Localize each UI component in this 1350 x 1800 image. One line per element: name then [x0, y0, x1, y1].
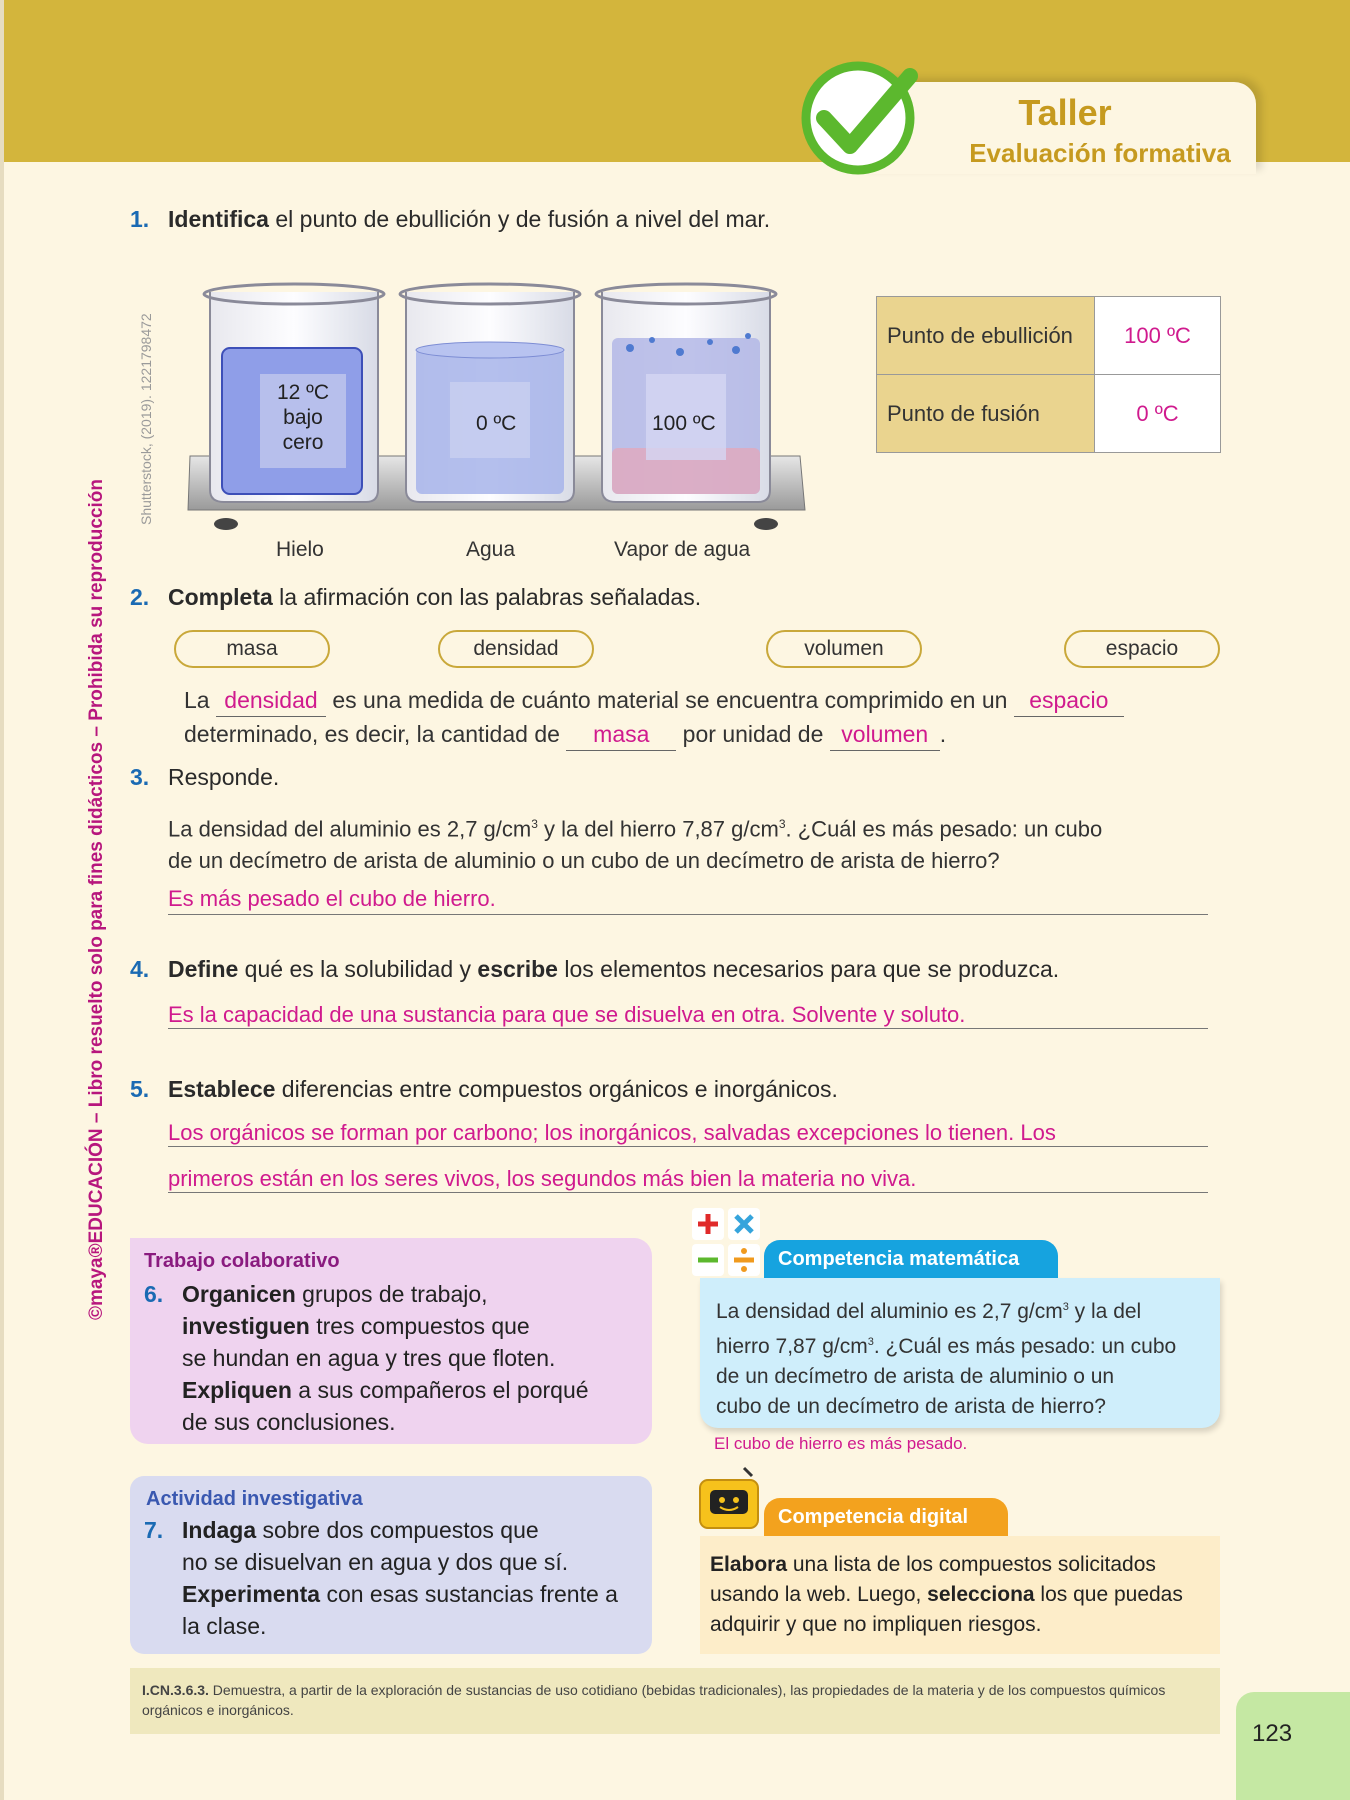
boiling-point-value: 100 ºC [1095, 297, 1221, 375]
q3-question: La densidad del aluminio es 2,7 $g/cm^3$ y la del hierro 7,87 $g/cm^3$. ¿Cuál es más pesado: un cubo de un decímetro de arista de aluminio o un cubo de un decímetro de arista de hierro? [168, 816, 1103, 874]
table-row [877, 375, 1221, 453]
water-temperature: 0 ºC [476, 412, 517, 435]
melting-point-label: Punto de fusión [877, 375, 1095, 453]
question-5: 5. Establece diferencias entre compuestos orgánicos e inorgánicos. [130, 1076, 838, 1102]
q4-number: 4. [130, 956, 150, 982]
question-2 [130, 584, 701, 611]
points-table [876, 296, 1221, 453]
q1-text: el punto de ebullición y de fusión a nivel del mar. [268, 206, 771, 232]
question-4: 4. Define qué es la solubilidad y escribe los elementos necesarios para que se produzca. [130, 956, 1060, 982]
q3-answer: Es más pesado el cubo de hierro. [168, 886, 496, 911]
boiling-point-label: Punto de ebullición [877, 297, 1095, 375]
answer-line [168, 1146, 1208, 1147]
digital-competence-title: Competencia digital [764, 1498, 1008, 1536]
curriculum-footer [130, 1668, 1220, 1734]
curriculum-text: Demuestra, a partir de la exploración de sustancias de uso cotidiano (bebidas tradicionales), las propiedades de la materia y de los compuestos químicos orgánicos e inorgánicos. [142, 1682, 1166, 1718]
math-competence-body: La densidad del aluminio es 2,7 $g/cm^3$ y la del hierro 7,87 $g/cm^3$. ¿Cuál es más pesado: un cubo de un decímetro de arista de aluminio o un cubo de un decímetro de arista de hierro? [716, 1300, 1177, 1418]
word-pill-densidad: densidad [438, 630, 594, 668]
research-activity-body: 7. Indaga sobre dos compuestos que no se disuelvan en agua y dos que sí. Experimenta con esas sustancias frente a la clase. [144, 1517, 618, 1639]
digital-competence-body: Elabora una lista de los compuestos solicitados usando la web. Luego, selecciona los que puedas adquirir y que no impliquen riesgos. [710, 1553, 1183, 1636]
q2-text: la afirmación con las palabras señaladas. [272, 584, 702, 610]
q2-sentence-line1: La densidad es una medida de cuánto material se encuentra comprimido en un espacio [184, 684, 1124, 717]
q3-verb: Responde [168, 764, 273, 790]
answer-line [168, 1192, 1208, 1193]
q5-answer-line2: primeros están en los seres vivos, los segundos más bien la materia no viva. [168, 1166, 917, 1191]
q5-answer-line1: Los orgánicos se forman por carbono; los inorgánicos, salvadas excepciones lo tienen. Los [168, 1120, 1056, 1145]
q5-number: 5. [130, 1076, 150, 1102]
blank-espacio: espacio [1014, 684, 1124, 717]
steam-label: Vapor de agua [614, 538, 751, 561]
ice-temperature: 12 ºC bajo cero [276, 381, 330, 454]
word-pill-masa: masa [174, 630, 330, 668]
answer-line [168, 1028, 1208, 1029]
q1-number: 1. [130, 206, 150, 232]
research-activity-title: Actividad investigativa [146, 1488, 363, 1510]
q4-answer: Es la capacidad de una sustancia para que se disuelva en otra. Solvente y soluto. [168, 1002, 966, 1027]
robot-mascot-icon [694, 1464, 766, 1536]
q3-number: 3. [130, 764, 150, 790]
water-label: Agua [466, 538, 516, 561]
steam-temperature: 100 ºC [652, 412, 716, 435]
beaker-steam [596, 284, 776, 502]
collaborative-work-title: Trabajo colaborativo [144, 1250, 340, 1272]
blank-volumen: volumen [830, 718, 940, 751]
math-competence-answer: El cubo de hierro es más pesado. [714, 1434, 968, 1453]
question-1 [130, 206, 770, 233]
q2-number: 2. [130, 584, 150, 610]
math-competence-title: Competencia matemática [764, 1240, 1058, 1278]
question-3: 3. Responde. [130, 764, 280, 790]
page-number: 123 [1236, 1692, 1350, 1800]
word-pill-volumen: volumen [766, 630, 922, 668]
q2-sentence-line2: determinado, es decir, la cantidad de masa por unidad de volumen . [184, 718, 946, 751]
table-row [877, 297, 1221, 375]
q1-verb: Identifica [168, 206, 269, 232]
curriculum-code: I.CN.3.6.3. [142, 1682, 209, 1698]
word-pill-espacio: espacio [1064, 630, 1220, 668]
image-credit: Shutterstock, (2019). 1221798472 [138, 313, 154, 525]
melting-point-value: 0 ºC [1095, 375, 1221, 453]
q2-verb: Completa [168, 584, 273, 610]
blank-masa: masa [566, 718, 676, 751]
header-subtitle: Evaluación formativa [969, 138, 1231, 168]
beaker-water [400, 284, 580, 502]
blank-densidad: densidad [216, 684, 326, 717]
header-title: Taller [1018, 92, 1112, 133]
side-copyright: ©maya®EDUCACIÓN – Libro resuelto solo para fines didácticos – Prohibida su reproducción [86, 479, 107, 1320]
ice-label: Hielo [276, 538, 324, 561]
answer-line [168, 914, 1208, 915]
page-edge [0, 0, 4, 1800]
math-operations-icon [690, 1206, 762, 1278]
collaborative-work-body: 6. Organicen grupos de trabajo, investiguen tres compuestos que se hundan en agua y tres que floten. Expliquen a sus compañeros el porqué de sus conclusiones. [144, 1281, 589, 1435]
